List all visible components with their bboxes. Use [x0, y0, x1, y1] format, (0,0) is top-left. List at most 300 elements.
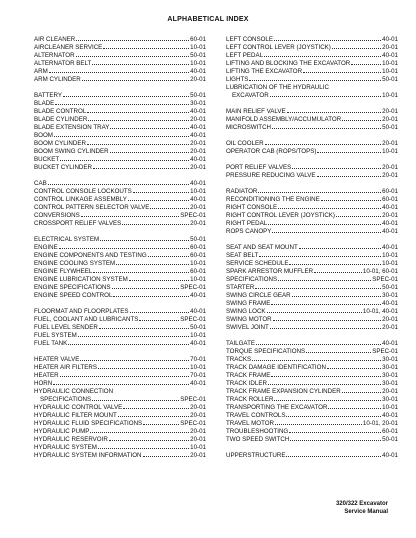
index-entry-page: 40-01	[190, 292, 206, 299]
index-entry	[34, 388, 206, 396]
index-entry	[34, 436, 206, 444]
index-entry-page: SPEC-01	[180, 396, 206, 403]
index-entry-page: 10-01	[190, 444, 206, 451]
dot-leader	[87, 112, 189, 113]
dot-leader	[53, 384, 189, 385]
index-entry-page: 20-01	[190, 76, 206, 83]
index-entry-page: 40-01	[190, 340, 206, 347]
index-entry	[226, 76, 398, 84]
index-entry-topic: TRACKS	[226, 356, 252, 363]
index-entry-page: 10-01	[382, 260, 398, 267]
index-entry-page: 10-01	[190, 332, 206, 339]
index-entry-page: 30-01	[382, 380, 398, 387]
index-entry-topic: BLADE EXTENSION TRAY	[34, 124, 110, 131]
index-entry	[34, 372, 206, 380]
index-entry-topic: SEAT BELT	[226, 252, 259, 259]
section-gap	[34, 228, 206, 236]
index-entry-topic: BOOM	[34, 132, 53, 139]
index-entry	[226, 244, 398, 252]
index-column-right	[226, 36, 398, 460]
footer-manual-type: Service Manual	[344, 509, 388, 515]
index-entry-topic: ALTERNATOR BELT	[34, 60, 92, 67]
dot-leader	[92, 400, 179, 401]
index-entry	[34, 244, 206, 252]
index-entry-page: 10-01	[190, 260, 206, 267]
index-entry	[226, 84, 398, 92]
index-entry-topic: BLADE CYLINDER	[34, 116, 88, 123]
index-entry	[226, 220, 398, 228]
index-entry-page: 20-01	[190, 452, 206, 459]
index-entry-page: 20-01	[382, 44, 398, 51]
index-entry-page: 50-01	[382, 124, 398, 131]
index-entry-topic: HYDRAULIC FLUID SPECIFICATIONS	[34, 420, 143, 427]
index-entry-topic: ENGINE COOLING SYSTEM	[34, 260, 116, 267]
dot-leader	[81, 216, 179, 217]
index-entry-page: 10-01	[382, 148, 398, 155]
index-entry	[226, 300, 398, 308]
index-entry-page: 40-01	[190, 156, 206, 163]
index-entry	[226, 364, 398, 372]
index-entry	[34, 276, 206, 284]
index-entry-page: 20-01	[382, 140, 398, 147]
index-entry	[34, 196, 206, 204]
index-entry-topic: FUEL TANK	[34, 340, 68, 347]
dot-leader	[143, 456, 190, 457]
index-entry-page: 50-01	[190, 92, 206, 99]
index-entry	[34, 324, 206, 332]
dot-leader	[274, 400, 381, 401]
index-entry	[226, 196, 398, 204]
index-entry	[34, 68, 206, 76]
index-entry	[34, 156, 206, 164]
index-entry	[34, 36, 206, 44]
index-entry	[226, 316, 398, 324]
dot-leader	[351, 64, 381, 65]
dot-leader	[268, 224, 381, 225]
index-entry-page: 20-01	[190, 148, 206, 155]
dot-leader	[286, 456, 381, 457]
index-entry-topic: HYDRAULIC CONNECTION	[34, 388, 114, 395]
dot-leader	[271, 304, 381, 305]
index-entry-page: 10-01, 20-01	[362, 420, 398, 427]
dot-leader	[110, 152, 190, 153]
index-entry	[34, 148, 206, 156]
dot-leader	[109, 440, 189, 441]
index-entry	[226, 60, 398, 68]
index-entry-topic: SWIVEL JOINT	[226, 324, 269, 331]
index-entry	[34, 116, 206, 124]
dot-leader	[321, 200, 381, 201]
index-entry	[226, 340, 398, 348]
index-entry-topic: ARM	[34, 68, 48, 75]
index-entry-topic: BUCKET	[34, 156, 60, 163]
index-entry-page: 40-01	[382, 244, 398, 251]
dot-leader	[336, 216, 381, 217]
index-entry	[34, 220, 206, 228]
dot-leader	[78, 336, 189, 337]
index-entry	[34, 188, 206, 196]
index-entry-page: 20-01	[382, 172, 398, 179]
section-gap	[34, 348, 206, 356]
dot-leader	[258, 192, 381, 193]
index-entry-page: 60-01	[382, 188, 398, 195]
dot-leader	[54, 136, 189, 137]
index-entry-page: 10-01	[382, 92, 398, 99]
index-entry	[34, 364, 206, 372]
index-entry-page: 10-01	[382, 404, 398, 411]
dot-leader	[92, 64, 189, 65]
index-entry-page: 30-01	[382, 364, 398, 371]
index-entry	[226, 116, 398, 124]
dot-leader	[60, 376, 190, 377]
index-entry-page: 20-01	[190, 220, 206, 227]
footer-model: 320/322 Excavator	[335, 501, 388, 507]
index-entry-topic: PRESSURE REDUCING VALVE	[226, 172, 316, 179]
dot-leader	[267, 312, 362, 313]
index-entry-topic: LEFT CONTROL LEVER (JOYSTICK)	[226, 44, 331, 51]
index-entry-topic: STARTER	[226, 284, 255, 291]
dot-leader	[306, 352, 371, 353]
dot-leader	[63, 96, 189, 97]
index-entry	[226, 284, 398, 292]
index-entry-topic: FLOORMAT AND FLOORPLATES	[34, 308, 129, 315]
index-entry	[34, 396, 206, 404]
index-entry	[34, 52, 206, 60]
index-entry	[226, 148, 398, 156]
section-gap	[226, 236, 398, 244]
index-entry	[226, 212, 398, 220]
dot-leader	[82, 80, 189, 81]
dot-leader	[93, 168, 189, 169]
index-entry-page: 50-01	[190, 324, 206, 331]
index-entry	[34, 444, 206, 452]
index-entry-page: 30-01	[382, 356, 398, 363]
index-entry-topic: HEATER VALVE	[34, 356, 80, 363]
index-entry-topic: ENGINE SPECIFICATIONS	[34, 284, 111, 291]
dot-leader	[80, 360, 189, 361]
index-entry-topic: HYDRAULIC RESERVOIR	[34, 436, 108, 443]
dot-leader	[332, 48, 381, 49]
index-entry-topic: SEAT AND SEAT MOUNT	[226, 244, 298, 251]
index-entry-topic: CONTROL PATTERN SELECTOR VALVE	[34, 204, 150, 211]
index-entry	[226, 420, 398, 428]
dot-leader	[264, 56, 381, 57]
index-entry-page: 20-01	[382, 108, 398, 115]
index-entry	[34, 108, 206, 116]
index-entry	[226, 140, 398, 148]
index-entry-page: SPEC-01	[372, 276, 398, 283]
index-entry-topic: BUCKET CYLINDER	[34, 164, 92, 171]
index-entry-page: SPEC-01	[372, 348, 398, 355]
dot-leader	[139, 320, 179, 321]
index-entry	[226, 452, 398, 460]
index-entry-page: 60-01	[190, 252, 206, 259]
index-entry	[34, 404, 206, 412]
index-entry-page: 40-01	[190, 380, 206, 387]
index-entry	[226, 92, 398, 100]
dot-leader	[123, 408, 189, 409]
index-entry-page: 40-01	[190, 68, 206, 75]
index-entry-page: SPEC-01	[180, 284, 206, 291]
index-entry-page: SPEC-01	[180, 316, 206, 323]
dot-leader	[272, 232, 381, 233]
index-entry	[226, 260, 398, 268]
dot-leader	[100, 240, 189, 241]
index-entry-topic: OIL COOLER	[226, 140, 264, 147]
dot-leader	[289, 264, 381, 265]
index-entry-topic: LUBRICATION OF THE HYDRAULIC	[226, 84, 329, 91]
index-entry	[226, 348, 398, 356]
index-entry	[34, 140, 206, 148]
index-entry-page: 50-01	[382, 284, 398, 291]
dot-leader	[150, 208, 189, 209]
index-entry-page: 20-01	[382, 212, 398, 219]
index-entry-page: 40-01	[382, 220, 398, 227]
index-entry-page: 30-01	[382, 292, 398, 299]
dot-leader	[103, 48, 189, 49]
index-entry-page: 20-01	[382, 388, 398, 395]
index-entry-page: 70-01	[190, 356, 206, 363]
index-entry-topic: PORT RELIEF VALVES	[226, 164, 292, 171]
index-entry	[226, 396, 398, 404]
index-entry-page: 40-01	[190, 124, 206, 131]
index-entry-topic: TRACK DAMAGE IDENTIFICATION	[226, 364, 326, 371]
index-entry	[34, 420, 206, 428]
index-entry-topic: AIR CLEANER	[34, 36, 76, 43]
index-entry	[226, 372, 398, 380]
dot-leader	[317, 176, 382, 177]
dot-leader	[128, 200, 189, 201]
index-entry-topic: FUEL SYSTEM	[34, 332, 77, 339]
dot-leader	[270, 328, 381, 329]
manual-footer	[336, 500, 388, 516]
index-entry	[226, 188, 398, 196]
index-entry-topic: TRAVEL MOTOR	[226, 420, 275, 427]
index-entry-topic: ENGINE LUBRICATION SYSTEM	[34, 276, 128, 283]
index-entry-page: SPEC-01	[180, 420, 206, 427]
index-entry	[226, 68, 398, 76]
index-entry-topic: TORQUE SPECIFICATIONS	[226, 348, 306, 355]
index-entry-topic: ALTERNATOR	[34, 52, 75, 59]
section-gap	[226, 132, 398, 140]
dot-leader	[274, 40, 381, 41]
dot-leader	[273, 320, 382, 321]
index-entry-topic: HYDRAULIC PUMP	[34, 428, 90, 435]
index-entry-topic: BLADE CONTROL	[34, 108, 87, 115]
index-entry	[34, 76, 206, 84]
index-entry	[226, 388, 398, 396]
index-entry-topic: TRACK FRAME EXPANSION CYLINDER	[226, 388, 341, 395]
index-entry	[34, 60, 206, 68]
dot-leader	[55, 104, 189, 105]
index-entry-topic: UPPERSTRUCTURE	[226, 452, 286, 459]
index-entry-topic: SPARK ARRESTOR MUFFLER	[226, 268, 314, 275]
index-entry	[226, 436, 398, 444]
dot-leader	[133, 192, 189, 193]
index-entry	[34, 260, 206, 268]
index-entry	[226, 204, 398, 212]
dot-leader	[252, 360, 381, 361]
index-entry	[226, 268, 398, 276]
index-entry-topic: LIFTING THE EXCAVATOR	[226, 68, 303, 75]
index-entry-topic: RIGHT CONSOLE	[226, 204, 278, 211]
index-entry-page: 40-01	[382, 204, 398, 211]
index-entry-page: 50-01	[382, 76, 398, 83]
index-entry-page: 20-01	[382, 116, 398, 123]
index-entry-topic: CAB	[34, 180, 47, 187]
dot-leader	[278, 208, 381, 209]
dot-leader	[268, 384, 381, 385]
dot-leader	[48, 184, 189, 185]
dot-leader	[314, 272, 362, 273]
index-entry-topic: LIGHTS	[226, 76, 249, 83]
index-entry	[34, 252, 206, 260]
section-gap	[34, 84, 206, 92]
dot-leader	[265, 144, 382, 145]
index-entry-page: 50-01	[382, 436, 398, 443]
index-entry	[34, 332, 206, 340]
index-entry-topic: CONTROL LINKAGE ASSEMBLY	[34, 196, 127, 203]
section-gap	[226, 100, 398, 108]
index-entry	[226, 276, 398, 284]
index-entry-page: 40-01	[190, 180, 206, 187]
index-entry	[34, 428, 206, 436]
index-entry-topic: CROSSPORT RELIEF VALVES	[34, 220, 122, 227]
index-entry-page: 70-01	[190, 372, 206, 379]
dot-leader	[76, 40, 189, 41]
dot-leader	[275, 424, 362, 425]
index-entry	[226, 404, 398, 412]
dot-leader	[130, 312, 190, 313]
dot-leader	[59, 248, 189, 249]
index-entry-topic: TWO SPEED SWITCH	[226, 436, 290, 443]
dot-leader	[113, 296, 189, 297]
index-entry-page: 20-01	[382, 164, 398, 171]
index-entry	[226, 356, 398, 364]
index-entry-page: 40-01	[382, 300, 398, 307]
index-entry-page: 40-01	[190, 108, 206, 115]
index-entry-topic: HEATER	[34, 372, 59, 379]
index-entry-page: 10-01	[190, 364, 206, 371]
dot-leader	[328, 408, 381, 409]
index-entry-page: 10-01, 60-01	[362, 268, 398, 275]
index-entry-topic: HYDRAULIC FILTER MOUNT	[34, 412, 117, 419]
index-entry	[34, 44, 206, 52]
index-entry-topic: HYDRAULIC CONTROL VALVE	[34, 404, 123, 411]
index-entry-page: 60-01	[190, 268, 206, 275]
index-entry-topic: TRANSPORTING THE EXCAVATOR	[226, 404, 328, 411]
dot-leader	[259, 256, 381, 257]
index-entry	[34, 412, 206, 420]
index-entry	[226, 428, 398, 436]
index-entry-page: 40-01	[190, 308, 206, 315]
index-entry-page: 60-01	[382, 428, 398, 435]
index-entry-topic: RIGHT PEDAL	[226, 220, 268, 227]
index-entry	[226, 52, 398, 60]
dot-leader	[49, 72, 189, 73]
index-entry-topic: TRACK FRAME	[226, 372, 271, 379]
index-entry-page: 20-01	[190, 412, 206, 419]
dot-leader	[143, 424, 179, 425]
dot-leader	[299, 248, 381, 249]
index-entry-page: 40-01	[190, 196, 206, 203]
index-entry-topic: SWING FRAME	[226, 300, 271, 307]
index-entry-topic: SWING LOCK	[226, 308, 266, 315]
index-entry	[226, 324, 398, 332]
index-entry-page: 20-01	[190, 116, 206, 123]
index-entry-topic: MANIFOLD ASSEMBLY/ACCUMULATOR	[226, 116, 342, 123]
index-entry-topic: HYDRAULIC SYSTEM INFORMATION	[34, 452, 142, 459]
index-entry-page: 10-01	[382, 252, 398, 259]
index-entry-page: 40-01	[382, 52, 398, 59]
index-entry-page: 40-01	[190, 132, 206, 139]
index-entry-topic: CONVERSIONS	[34, 212, 80, 219]
index-entry-page: 40-01	[382, 412, 398, 419]
dot-leader	[317, 152, 381, 153]
index-entry-topic: SWING CIRCLE GEAR	[226, 292, 291, 299]
index-entry	[34, 100, 206, 108]
index-entry	[226, 36, 398, 44]
dot-leader	[76, 56, 190, 57]
index-entry-page: 30-01	[382, 372, 398, 379]
index-entry	[34, 180, 206, 188]
index-entry-topic: EXCAVATOR	[232, 92, 269, 99]
index-entry-topic: RECONDITIONING THE ENGINE	[226, 196, 320, 203]
index-entry	[34, 164, 206, 172]
index-entry	[34, 204, 206, 212]
dot-leader	[122, 224, 189, 225]
index-entry	[226, 44, 398, 52]
index-entry-topic: RIGHT CONTROL LEVER (JOYSTICK)	[226, 212, 335, 219]
index-entry-topic: RADIATOR	[226, 188, 258, 195]
index-entry-topic: TROUBLESHOOTING	[226, 428, 289, 435]
index-entry	[34, 284, 206, 292]
dot-leader	[87, 144, 189, 145]
index-entry	[34, 316, 206, 324]
index-entry-topic: TRACK IDLER	[226, 380, 267, 387]
section-gap	[226, 156, 398, 164]
index-entry	[34, 340, 206, 348]
index-entry-topic: LEFT PEDAL	[226, 52, 264, 59]
section-gap	[226, 332, 398, 340]
dot-leader	[116, 264, 189, 265]
dot-leader	[68, 344, 189, 345]
dot-leader	[286, 416, 381, 417]
index-entry-page: 50-01	[190, 52, 206, 59]
index-entry	[34, 236, 206, 244]
dot-leader	[98, 368, 189, 369]
dot-leader	[110, 128, 189, 129]
index-entry-topic: LIFTING AND BLOCKING THE EXCAVATOR	[226, 60, 351, 67]
index-entry-page: 40-01	[382, 452, 398, 459]
index-entry	[226, 292, 398, 300]
dot-leader	[272, 128, 381, 129]
index-entry-topic: SPECIFICATIONS	[40, 396, 92, 403]
index-entry	[226, 380, 398, 388]
index-entry	[226, 228, 398, 236]
index-entry-topic: TRACK ROLLER	[226, 396, 274, 403]
index-entry-topic: AIRCLEANER SERVICE	[34, 44, 103, 51]
dot-leader	[327, 368, 381, 369]
index-entry-topic: ENGINE COMPONENTS AND TESTING	[34, 252, 147, 259]
index-entry-topic: MAIN RELIEF VALVE	[226, 108, 286, 115]
index-entry-page: 30-01	[382, 396, 398, 403]
index-entry-topic: HEATER AIR FILTERS	[34, 364, 98, 371]
dot-leader	[99, 328, 189, 329]
index-entry-topic: HYDRAULIC SYSTEM	[34, 444, 97, 451]
index-entry-topic: SWING MOTOR	[226, 316, 272, 323]
index-entry-topic: TRAVEL CONTROLS	[226, 412, 286, 419]
